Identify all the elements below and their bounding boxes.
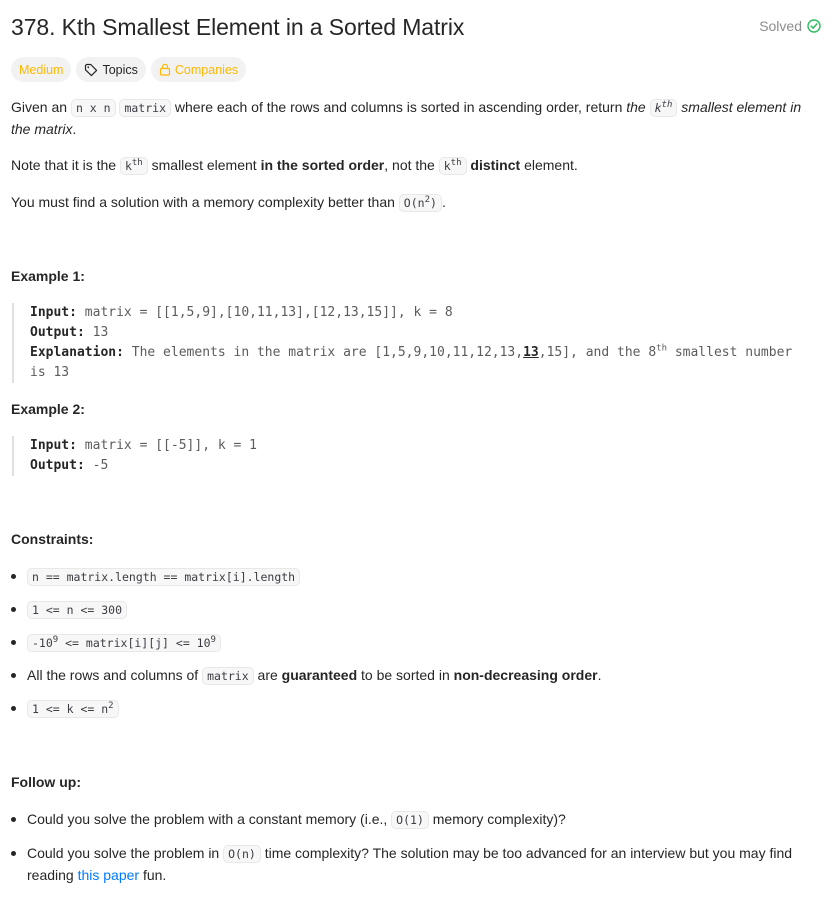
lock-icon bbox=[159, 63, 171, 76]
problem-title: 378. Kth Smallest Element in a Sorted Matrix bbox=[11, 14, 465, 40]
tag-icon bbox=[84, 63, 98, 77]
inline-code: matrix bbox=[119, 99, 171, 117]
followup-list bbox=[11, 809, 811, 886]
topics-label: Topics bbox=[102, 62, 138, 77]
list-item bbox=[11, 599, 816, 632]
description-paragraph-1: Given an n x n matrix where each of the rows and columns is sorted in ascending order, return the $k^{th}$ smallest element in the matrix. bbox=[11, 99, 802, 137]
inline-code: $k^{th}$ bbox=[120, 157, 148, 175]
inline-code: matrix bbox=[202, 667, 254, 685]
inline-code: $O(n^2)$ bbox=[399, 194, 442, 212]
inline-code: n == matrix.length == matrix[i].length bbox=[27, 568, 300, 586]
inline-code: n x n bbox=[71, 99, 116, 117]
difficulty-label: Medium bbox=[19, 62, 64, 77]
description-paragraph-2: Note that it is the $k^{th}$ smallest element in the sorted order, not the $k^{th}$ distinct element. bbox=[11, 157, 578, 173]
companies-button[interactable] bbox=[151, 57, 246, 82]
list-item bbox=[11, 566, 816, 599]
description-paragraph-3: You must find a solution with a memory complexity better than $O(n^2)$ . bbox=[11, 194, 446, 210]
check-circle-icon bbox=[807, 19, 821, 33]
constraints-list bbox=[11, 566, 816, 731]
example-2-block: Input: matrix = [[-5]], k = 1 Output: -5 bbox=[12, 436, 810, 476]
example-1-heading: Example 1: bbox=[11, 268, 85, 284]
paper-link[interactable]: this paper bbox=[77, 867, 140, 883]
list-item bbox=[11, 632, 816, 665]
followup-heading: Follow up: bbox=[11, 774, 81, 790]
list-item bbox=[11, 698, 816, 731]
topics-button[interactable] bbox=[76, 57, 145, 82]
list-item: All the rows and columns of matrix are guaranteed to be sorted in non-decreasing order. bbox=[11, 665, 816, 698]
solved-label: Solved bbox=[759, 18, 802, 34]
inline-code: $k^{th}$ bbox=[439, 157, 467, 175]
difficulty-badge bbox=[11, 57, 71, 82]
inline-code: $-10^9$ <= matrix[i][j] <= $10^9$ bbox=[27, 634, 221, 652]
inline-code: $k^{th}$ bbox=[650, 99, 678, 117]
companies-label: Companies bbox=[174, 62, 239, 77]
inline-code: 1 <= n <= 300 bbox=[27, 601, 127, 619]
solved-status bbox=[759, 17, 821, 35]
tag-row bbox=[11, 57, 246, 82]
list-item: Could you solve the problem in O(n) time complexity? The solution may be too advanced for an interview but you may find reading this paper fun. bbox=[11, 843, 811, 886]
example-1-block: Input: matrix = [[1,5,9],[10,11,13],[12,13,15]], k = 8 Output: 13 Explanation: The elements in the matrix are [1,5,9,10,11,12,13,13,15], and the 8th smallest number is 13 bbox=[12, 303, 810, 383]
list-item: Could you solve the problem with a constant memory (i.e., O(1) memory complexity)? bbox=[11, 809, 811, 831]
inline-code: $1 <= k <= n^2$ bbox=[27, 700, 119, 718]
inline-code: O(n) bbox=[223, 845, 261, 863]
constraints-heading: Constraints: bbox=[11, 531, 94, 547]
example-2-heading: Example 2: bbox=[11, 401, 85, 417]
inline-code: O(1) bbox=[391, 811, 429, 829]
